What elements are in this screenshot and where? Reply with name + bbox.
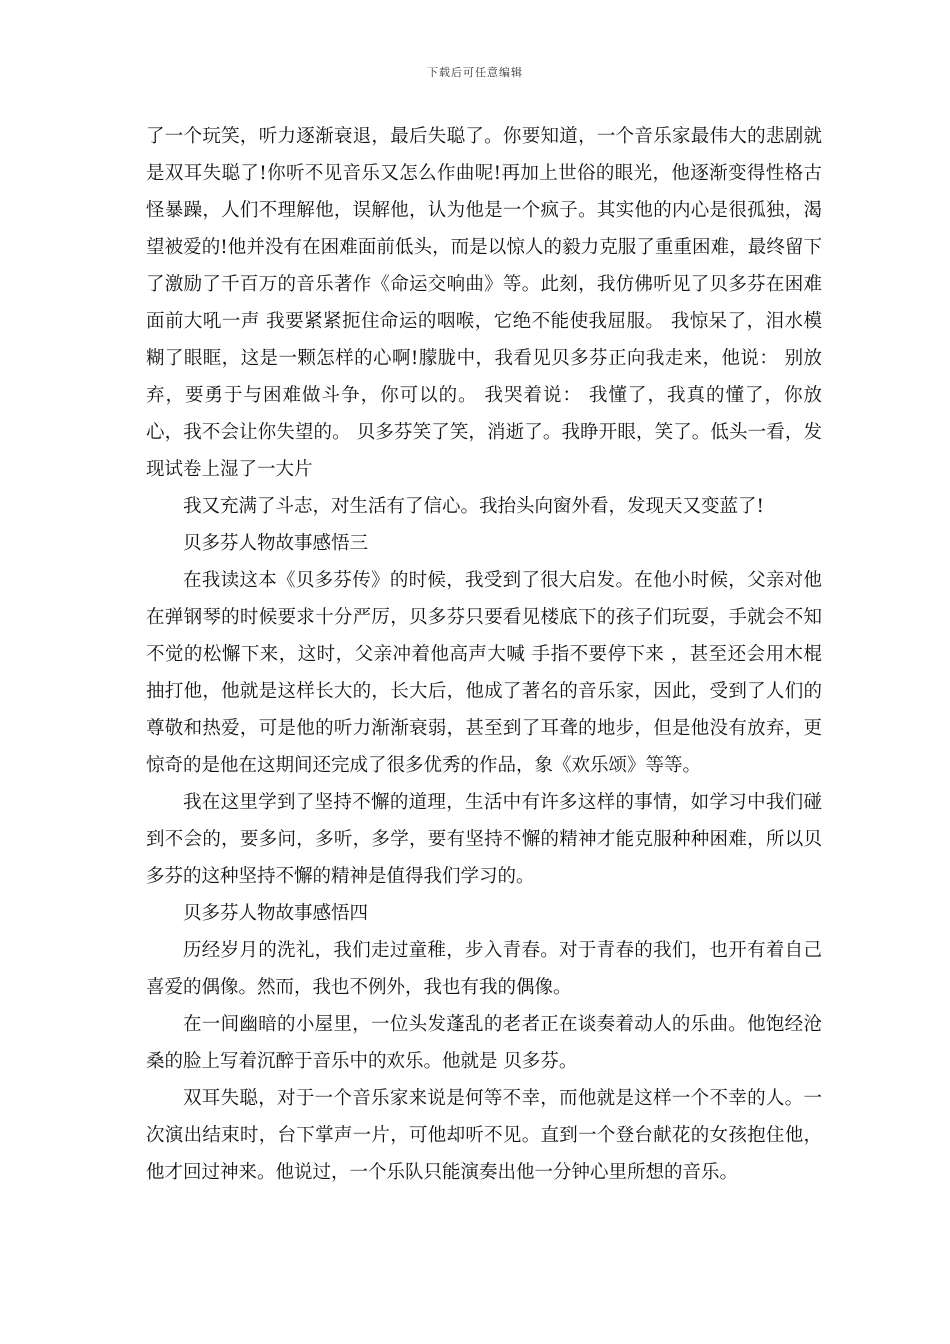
paragraph: 我又充满了斗志，对生活有了信心。我抬头向窗外看，发现天又变蓝了! [183,496,764,517]
paragraph: 在我读这本《贝多芬传》的时候，我受到了很大启发。在他小时候，父亲对他在弹钢琴的时候要求十分严厉，贝多芬只要看见楼底下的孩子们玩耍，手就会不知不觉的松懈下来，这时，父亲冲着他高声大喊 手指不要停下来 ，甚至还会用木棍抽打他，他就是这样长大的，长大后，他成了著名的音乐家，因此，受到了人们的尊敬和热爱，可是他的听力渐渐衰弱，甚至到了耳聋的地步，但是他没有放弃，更惊奇的是他在这期间还完成了很多优秀的作品，象《欢乐颂》等等。 [146,570,822,776]
paragraph-continuation: 了一个玩笑，听力逐渐衰退，最后失聪了。你要知道，一个音乐家最伟大的悲剧就是双耳失聪了!你听不见音乐又怎么作曲呢!再加上世俗的眼光，他逐渐变得性格古怪暴躁，人们不理解他，误解他，认为他是一个疯子。其实他的内心是很孤独，渴望被爱的!他并没有在困难面前低头，而是以惊人的毅力克服了重重困难，最终留下了激励了千百万的音乐著作《命运交响曲》等。此刻，我仿佛听见了贝多芬在困难面前大吼一声 我要紧紧扼住命运的咽喉，它绝不能使我屈服。 我惊呆了，泪水模糊了眼眶，这是一颗怎样的心啊!朦胧中，我看见贝多芬正向我走来，他说： 别放弃，要勇于与困难做斗争，你可以的。 我哭着说： 我懂了，我真的懂了，你放心，我不会让你失望的。 贝多芬笑了笑，消逝了。我睁开眼，笑了。低头一看，发现试卷上湿了一大片 [146,126,822,480]
paragraph: 双耳失聪，对于一个音乐家来说是何等不幸，而他就是这样一个不幸的人。一次演出结束时，台下掌声一片，可他却听不见。直到一个登台献花的女孩抱住他，他才回过神来。他说过，一个乐队只能演奏出他一分钟心里所想的音乐。 [146,1088,822,1183]
section-heading: 贝多芬人物故事感悟三 [183,533,369,554]
paragraph: 在一间幽暗的小屋里，一位头发蓬乱的老者正在谈奏着动人的乐曲。他饱经沧桑的脸上写着沉醉于音乐中的欢乐。他就是 贝多芬。 [146,1014,822,1072]
paragraph: 历经岁月的洗礼，我们走过童稚，步入青春。对于青春的我们，也开有着自己喜爱的偶像。然而，我也不例外，我也有我的偶像。 [146,940,822,998]
paragraph: 我在这里学到了坚持不懈的道理，生活中有许多这样的事情，如学习中我们碰到不会的，要多问，多听，多学，要有坚持不懈的精神才能克服种种困难，所以贝多芬的这种坚持不懈的精神是值得我们学习的。 [146,792,822,887]
section-heading: 贝多芬人物故事感悟四 [183,903,369,924]
page-header: 下载后可任意编辑 [427,66,523,79]
document-body [146,118,822,1191]
